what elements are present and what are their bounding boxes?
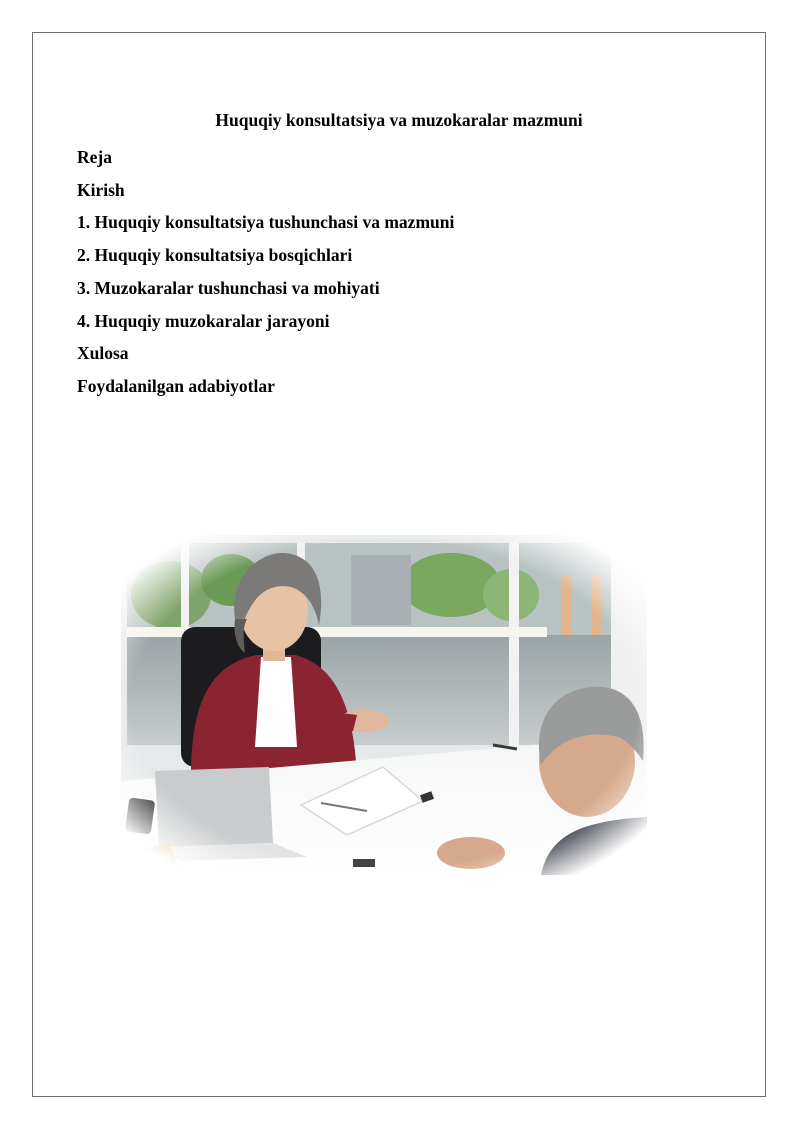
toc-item-reja: Reja xyxy=(77,147,112,167)
toc-item-section-1: 1. Huquqiy konsultatsiya tushunchasi va mazmuni xyxy=(77,212,455,233)
toc-item-kirish: Kirish xyxy=(77,179,125,200)
document-title: Huquqiy konsultatsiya va muzokaralar mazmuni xyxy=(215,110,583,130)
toc-item-section-3: 3. Muzokaralar tushunchasi va mohiyati xyxy=(77,277,380,298)
consultation-illustration xyxy=(121,535,647,875)
toc-item-adabiyotlar: Foydalanilgan adabiyotlar xyxy=(77,375,275,396)
toc-item-section-4: 4. Huquqiy muzokaralar jarayoni xyxy=(77,310,330,331)
document-page xyxy=(32,32,766,1097)
table-of-contents xyxy=(77,141,454,403)
consultation-photo xyxy=(121,535,647,875)
toc-item-section-2: 2. Huquqiy konsultatsiya bosqichlari xyxy=(77,245,353,266)
toc-item-xulosa: Xulosa xyxy=(77,343,129,364)
